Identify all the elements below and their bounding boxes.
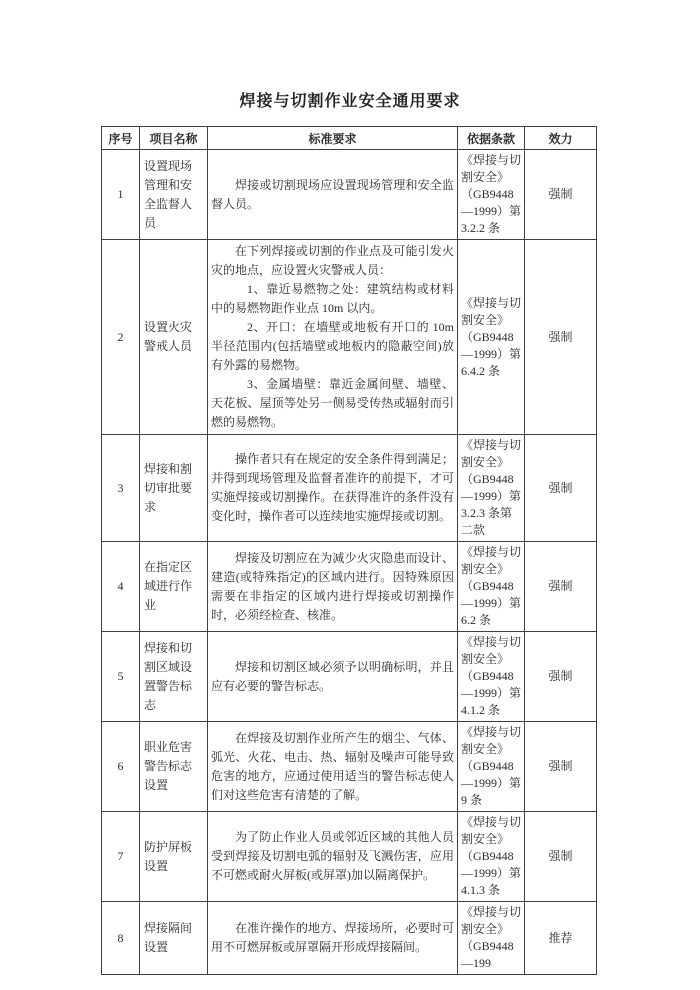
standard-requirement-cell bbox=[208, 150, 458, 240]
row-number-cell: 8 bbox=[102, 902, 140, 975]
requirement-paragraph: 焊接和切割区域必须予以明确标明，并且应有必要的警告标志。 bbox=[211, 659, 454, 693]
standard-requirement-cell bbox=[208, 722, 458, 812]
requirement-paragraph: 在准许操作的地方、焊接场所，必要时可用不可燃屏板或屏罩隔开形成焊接隔间。 bbox=[211, 921, 454, 954]
standard-requirement-cell bbox=[208, 902, 458, 975]
table-body bbox=[102, 150, 597, 975]
effect-cell: 强制 bbox=[525, 632, 597, 722]
requirement-paragraph: 2、开口：在墙壁或地板有开口的 10m 半径范围内(包括墙壁或地板内的隐蔽空间)放有外露的易燃物。 bbox=[211, 320, 454, 372]
requirement-paragraph: 焊接及切割应在为减少火灾隐患而设计、建造(或特殊指定)的区域内进行。因特殊原因需要在非指定的区域内进行焊接或切割操作时，必须经检查、核准。 bbox=[211, 550, 454, 622]
basis-clause-cell: 《焊接与切割安全》（GB9448—1999）第 4.1.3 条 bbox=[458, 812, 525, 902]
item-name-cell: 设置火灾警戒人员 bbox=[140, 240, 208, 435]
effect-cell: 强制 bbox=[525, 812, 597, 902]
standard-requirement-cell bbox=[208, 812, 458, 902]
basis-clause-cell: 《焊接与切割安全》（GB9448—1999）第 3.2.2 条 bbox=[458, 150, 525, 240]
effect-cell: 强制 bbox=[525, 542, 597, 632]
requirement-paragraph: 3、金属墙壁：靠近金属间壁、墙壁、天花板、屋顶等处另一侧易受传热或辐射而引燃的易燃物。 bbox=[211, 377, 454, 429]
requirements-table bbox=[101, 126, 597, 975]
basis-clause-cell: 《焊接与切割安全》（GB9448—1999）第 6.4.2 条 bbox=[458, 240, 525, 435]
requirement-paragraph: 在焊接及切割作业所产生的烟尘、气体、弧光、火花、电击、热、辐射及噪声可能导致危害的地方，应通过使用适当的警告标志使人们对这些危害有清楚的了解。 bbox=[211, 730, 454, 802]
requirement-paragraph: 焊接或切割现场应设置现场管理和安全监督人员。 bbox=[211, 177, 454, 211]
col-header-requirement: 标准要求 bbox=[208, 127, 458, 150]
item-name-cell: 焊接隔间设置 bbox=[140, 902, 208, 975]
row-number-cell: 2 bbox=[102, 240, 140, 435]
table-header-row bbox=[102, 127, 597, 150]
col-header-item-name: 项目名称 bbox=[140, 127, 208, 150]
table-row bbox=[102, 902, 597, 975]
item-name-cell: 焊接和割切审批要求 bbox=[140, 435, 208, 542]
col-header-basis: 依据条款 bbox=[458, 127, 525, 150]
row-number-cell: 5 bbox=[102, 632, 140, 722]
effect-cell: 推荐 bbox=[525, 902, 597, 975]
standard-requirement-cell bbox=[208, 240, 458, 435]
col-header-effect: 效力 bbox=[525, 127, 597, 150]
requirement-paragraph: 为了防止作业人员或邻近区域的其他人员受到焊接及切割电弧的辐射及飞溅伤害，应用不可燃或耐火屏板(或屏罩)加以隔离保护。 bbox=[211, 830, 454, 882]
basis-clause-cell: 《焊接与切割安全》（GB9448—1999）第 6.2 条 bbox=[458, 542, 525, 632]
row-number-cell: 3 bbox=[102, 435, 140, 542]
item-name-cell: 在指定区域进行作业 bbox=[140, 542, 208, 632]
requirement-paragraph: 在下列焊接或切割的作业点及可能引发火灾的地点，应设置火灾警戒人员： bbox=[211, 244, 454, 277]
item-name-cell: 设置现场管理和安全监督人员 bbox=[140, 150, 208, 240]
table-row bbox=[102, 812, 597, 902]
standard-requirement-cell bbox=[208, 632, 458, 722]
basis-clause-cell: 《焊接与切割安全》（GB9448—1999）第 9 条 bbox=[458, 722, 525, 812]
item-name-cell: 职业危害警告标志设置 bbox=[140, 722, 208, 812]
effect-cell: 强制 bbox=[525, 435, 597, 542]
col-header-no: 序号 bbox=[102, 127, 140, 150]
row-number-cell: 6 bbox=[102, 722, 140, 812]
basis-clause-cell: 《焊接与切割安全》（GB9448—1999）第 4.1.2 条 bbox=[458, 632, 525, 722]
table-row bbox=[102, 722, 597, 812]
basis-clause-cell: 《焊接与切割安全》（GB9448—199 bbox=[458, 902, 525, 975]
basis-clause-cell: 《焊接与切割安全》（GB9448—1999）第 3.2.3 条第二款 bbox=[458, 435, 525, 542]
effect-cell: 强制 bbox=[525, 150, 597, 240]
requirement-paragraph: 1、靠近易燃物之处：建筑结构或材料中的易燃物距作业点 10m 以内。 bbox=[211, 282, 454, 315]
row-number-cell: 7 bbox=[102, 812, 140, 902]
table-row bbox=[102, 435, 597, 542]
row-number-cell: 1 bbox=[102, 150, 140, 240]
table-row bbox=[102, 150, 597, 240]
table-row bbox=[102, 542, 597, 632]
table-row bbox=[102, 632, 597, 722]
item-name-cell: 焊接和切割区域设置警告标志 bbox=[140, 632, 208, 722]
effect-cell: 强制 bbox=[525, 240, 597, 435]
row-number-cell: 4 bbox=[102, 542, 140, 632]
standard-requirement-cell bbox=[208, 542, 458, 632]
standard-requirement-cell bbox=[208, 435, 458, 542]
table-row bbox=[102, 240, 597, 435]
effect-cell: 强制 bbox=[525, 722, 597, 812]
document-title: 焊接与切割作业安全通用要求 bbox=[239, 93, 461, 110]
requirement-paragraph: 操作者只有在规定的安全条件得到满足；并得到现场管理及监督者准许的前提下，才可实施焊接或切割操作。在获得准许的条件没有变化时，操作者可以连续地实施焊接或切割。 bbox=[211, 452, 454, 523]
item-name-cell: 防护屏板设置 bbox=[140, 812, 208, 902]
